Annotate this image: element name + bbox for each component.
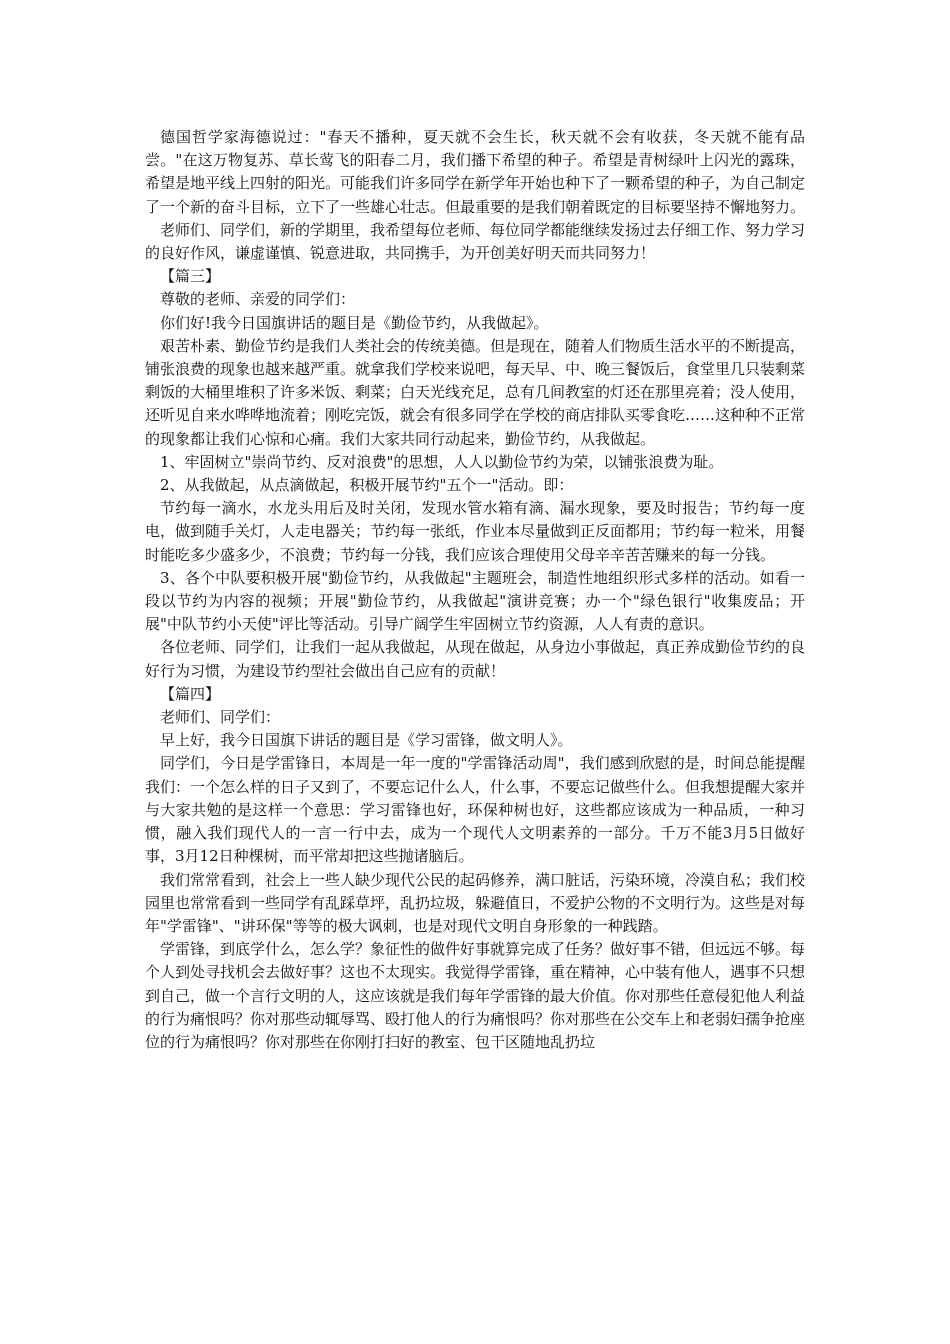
paragraph-learn-leifeng: 学雷锋，到底学什么，怎么学？象征性的做件好事就算完成了任务？做好事不错，但远远不够。每个人到处寻找机会去做好事？这也不太现实。我觉得学雷锋，重在精神，心中装有他人，遇事不只想到自己，做一个言行文明的人，这应该就是我们每年学雷锋的最大价值。你对那些任意侵犯他人利益的行为痛恨吗？你对那些动辄辱骂、殴打他人的行为痛恨吗？你对那些在公交车上和老弱妇孺争抢座位的行为痛恨吗？你对那些在你刚打扫好的教室、包干区随地乱扔垃 bbox=[145, 940, 806, 1051]
paragraph-closing-3: 各位老师、同学们，让我们一起从我做起，从现在做起，从身边小事做起，真正养成勤俭节约的良好行为习惯，为建设节约型社会做出自己应有的贡献！ bbox=[145, 638, 806, 680]
section-heading-3: 【篇三】 bbox=[160, 267, 221, 286]
paragraph-speech-title-3: 你们好!我今日国旗讲话的题目是《勤俭节约，从我做起》。 bbox=[160, 313, 549, 332]
paragraph-five-ones: 节约每一滴水，水龙头用后及时关闭，发现水管水箱有滴、漏水现象，要及时报告；节约每一度电，做到随手关灯，人走电器关；节约每一张纸，作业本尽量做到正反面都用；节约每一粒米，用餐时能吃多少盛多少，不浪费；节约每一分钱，我们应该合理使用父母辛辛苦苦赚来的每一分钱。 bbox=[145, 499, 806, 564]
paragraph-new-semester: 老师们、同学们，新的学期里，我希望每位老师、每位同学都能继续发扬过去仔细工作、努力学习的良好作风，谦虚谨慎、锐意进取，共同携手，为开创美好明天而共同努力！ bbox=[145, 220, 806, 263]
paragraph-civility: 我们常常看到，社会上一些人缺少现代公民的起码修养，满口脏话，污染环境，冷漠自私；我们校园里也常常看到一些同学有乱踩草坪，乱扔垃圾，躲避值日，不爱护公物的不文明行为。这些是对每年"学雷锋"、"讲环保"等等的极大讽刺，也是对现代文明自身形象的一种践踏。 bbox=[145, 870, 806, 935]
paragraph-intro-quote: 德国哲学家海德说过："春天不播种，夏天就不会生长，秋天就不会有收获，冬天就不能有品尝。"在这万物复苏、草长莺飞的阳春二月，我们播下希望的种子。希望是青树绿叶上闪光的露珠，希望是地平线上四射的阳光。可能我们许多同学在新学年开始也种下了一颗希望的种子，为自己制定了一个新的奋斗目标，立下了一些雄心壮志。但最重要的是我们朝着既定的目标要坚持不懈地努力。 bbox=[145, 128, 806, 216]
paragraph-speech-title-4: 早上好，我今日国旗下讲话的题目是《学习雷锋，做文明人》。 bbox=[160, 731, 573, 750]
paragraph-point-3: 3、各个中队要积极开展"勤俭节约，从我做起"主题班会，制造性地组织形式多样的活动。如看一段以节约为内容的视频；开展"勤俭节约，从我做起"演讲竞赛；办一个"绿色银行"收集废品；开展"中队节约小天使"评比等活动。引导广阔学生牢固树立节约资源，人人有责的意识。 bbox=[145, 568, 805, 634]
paragraph-greeting-3: 尊敬的老师、亲爱的同学们： bbox=[160, 290, 356, 309]
paragraph-greeting-4: 老师们、同学们： bbox=[160, 708, 281, 727]
section-heading-4: 【篇四】 bbox=[160, 684, 221, 703]
document-body bbox=[145, 126, 805, 1054]
paragraph-point-1: 1、牢固树立"崇尚节约、反对浪费"的思想，人人以勤俭节约为荣，以铺张浪费为耻。 bbox=[160, 452, 724, 471]
paragraph-leifeng-day: 同学们，今日是学雷锋日，本周是一年一度的"学雷锋活动周"，我们感到欣慰的是，时间总能提醒我们：一个怎么样的日子又到了，不要忘记什么人，什么事，不要忘记做些什么。但我想提醒大家并与大家共勉的是这样一个意思：学习雷锋也好，环保种树也好，这些都应该成为一种品质，一种习惯，融入我们现代人的一言一行中去，成为一个现代人文明素养的一部分。千万不能3月5日做好事，3月12日种棵树，而平常却把这些抛诸脑后。 bbox=[145, 754, 806, 866]
paragraph-point-2: 2、从我做起，从点滴做起，积极开展节约"五个一"活动。即： bbox=[160, 476, 574, 495]
paragraph-thrift-intro: 艰苦朴素、勤俭节约是我们人类社会的传统美德。但是现在，随着人们物质生活水平的不断提高，铺张浪费的现象也越来越严重。就拿我们学校来说吧，每天早、中、晚三餐饭后，食堂里几只装剩菜剩饭的大桶里堆积了许多米饭、剩菜；白天光线充足，总有几间教室的灯还在那里亮着；没人使用，还听见自来水哗哗地流着；刚吃完饭，就会有很多同学在学校的商店排队买零食吃……这种种不正常的现象都让我们心惊和心痛。我们大家共同行动起来，勤俭节约，从我做起。 bbox=[145, 336, 806, 448]
